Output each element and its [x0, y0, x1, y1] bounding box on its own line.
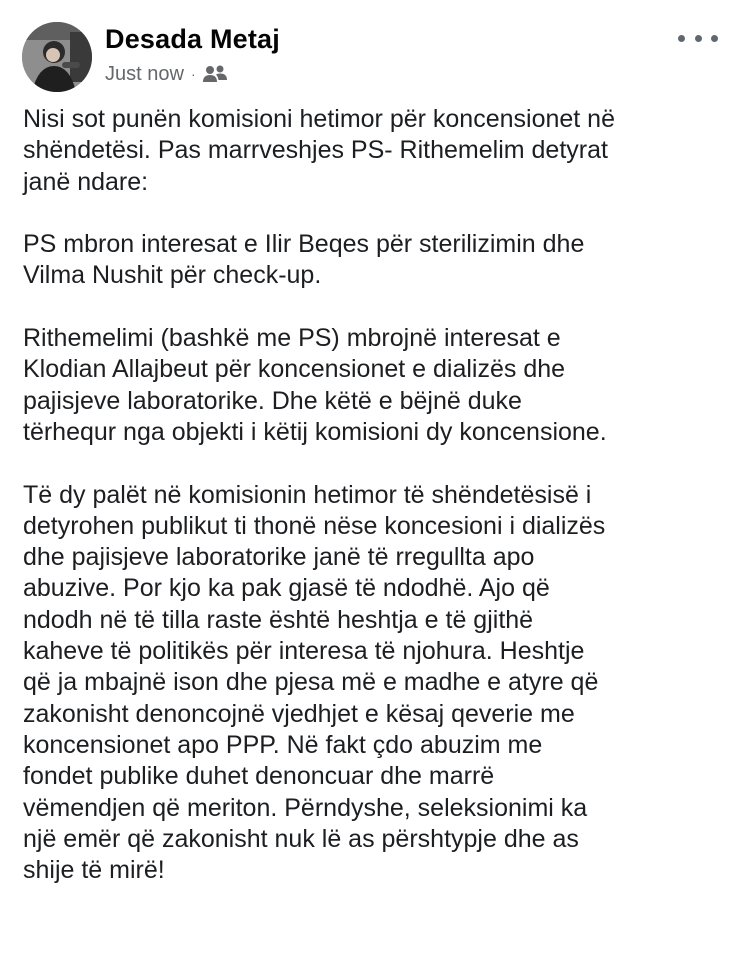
- meta-separator: ·: [190, 66, 196, 82]
- post-paragraph: Rithemelimi (bashkë me PS) mbrojnë interesat e Klodian Allajbeut për koncensionet e dializës dhe pajisjeve laboratorike. Dhe këtë e bëjnë duke tërhequr nga objekti i këtij komisioni dy koncensione.: [23, 324, 607, 446]
- author-avatar[interactable]: [22, 22, 92, 92]
- post-paragraph: Të dy palët në komisionin hetimor të shëndetësisë i detyrohen publikut ti thonë nëse koncesioni i dializës dhe pajisjeve laboratorike janë të rregullta apo abuzive. Por kjo ka pak gjasë të ndodhë. Ajo që ndodh në të tilla raste është heshtja e të gjithë kaheve të politikës për interesa të njohura. Heshtje që ja mbajnë ison dhe pjesa më e madhe e atyre që zakonisht denoncojnë vjedhjet e kësaj qeverie me koncensionet apo PPP. Në fakt çdo abuzim me fondet publike duhet denoncuar dhe marrë vëmendjen që meriton. Përndyshe, seleksionimi ka një emër që zakonisht nuk lë as përshtypje dhe as shije të mirë!: [23, 480, 606, 885]
- more-dot: [711, 35, 718, 42]
- more-options-icon[interactable]: [678, 28, 718, 48]
- post-timestamp[interactable]: Just now: [105, 62, 184, 85]
- post-paragraph: Nisi sot punën komisioni hetimor për koncensionet në shëndetësi. Pas marrveshjes PS- Rithemelim detyrat janë ndare:: [23, 105, 615, 196]
- more-dot: [695, 35, 702, 42]
- post-header: [0, 0, 738, 100]
- post-paragraph: PS mbron interesat e Ilir Beqes për sterilizimin dhe Vilma Nushit për check-up.: [23, 230, 585, 290]
- author-name[interactable]: Desada Metaj: [105, 24, 280, 54]
- friends-icon[interactable]: [202, 64, 228, 84]
- profile-photo-icon: [22, 22, 92, 92]
- post-meta: [105, 62, 228, 86]
- more-dot: [678, 35, 685, 42]
- post-body: [23, 104, 723, 918]
